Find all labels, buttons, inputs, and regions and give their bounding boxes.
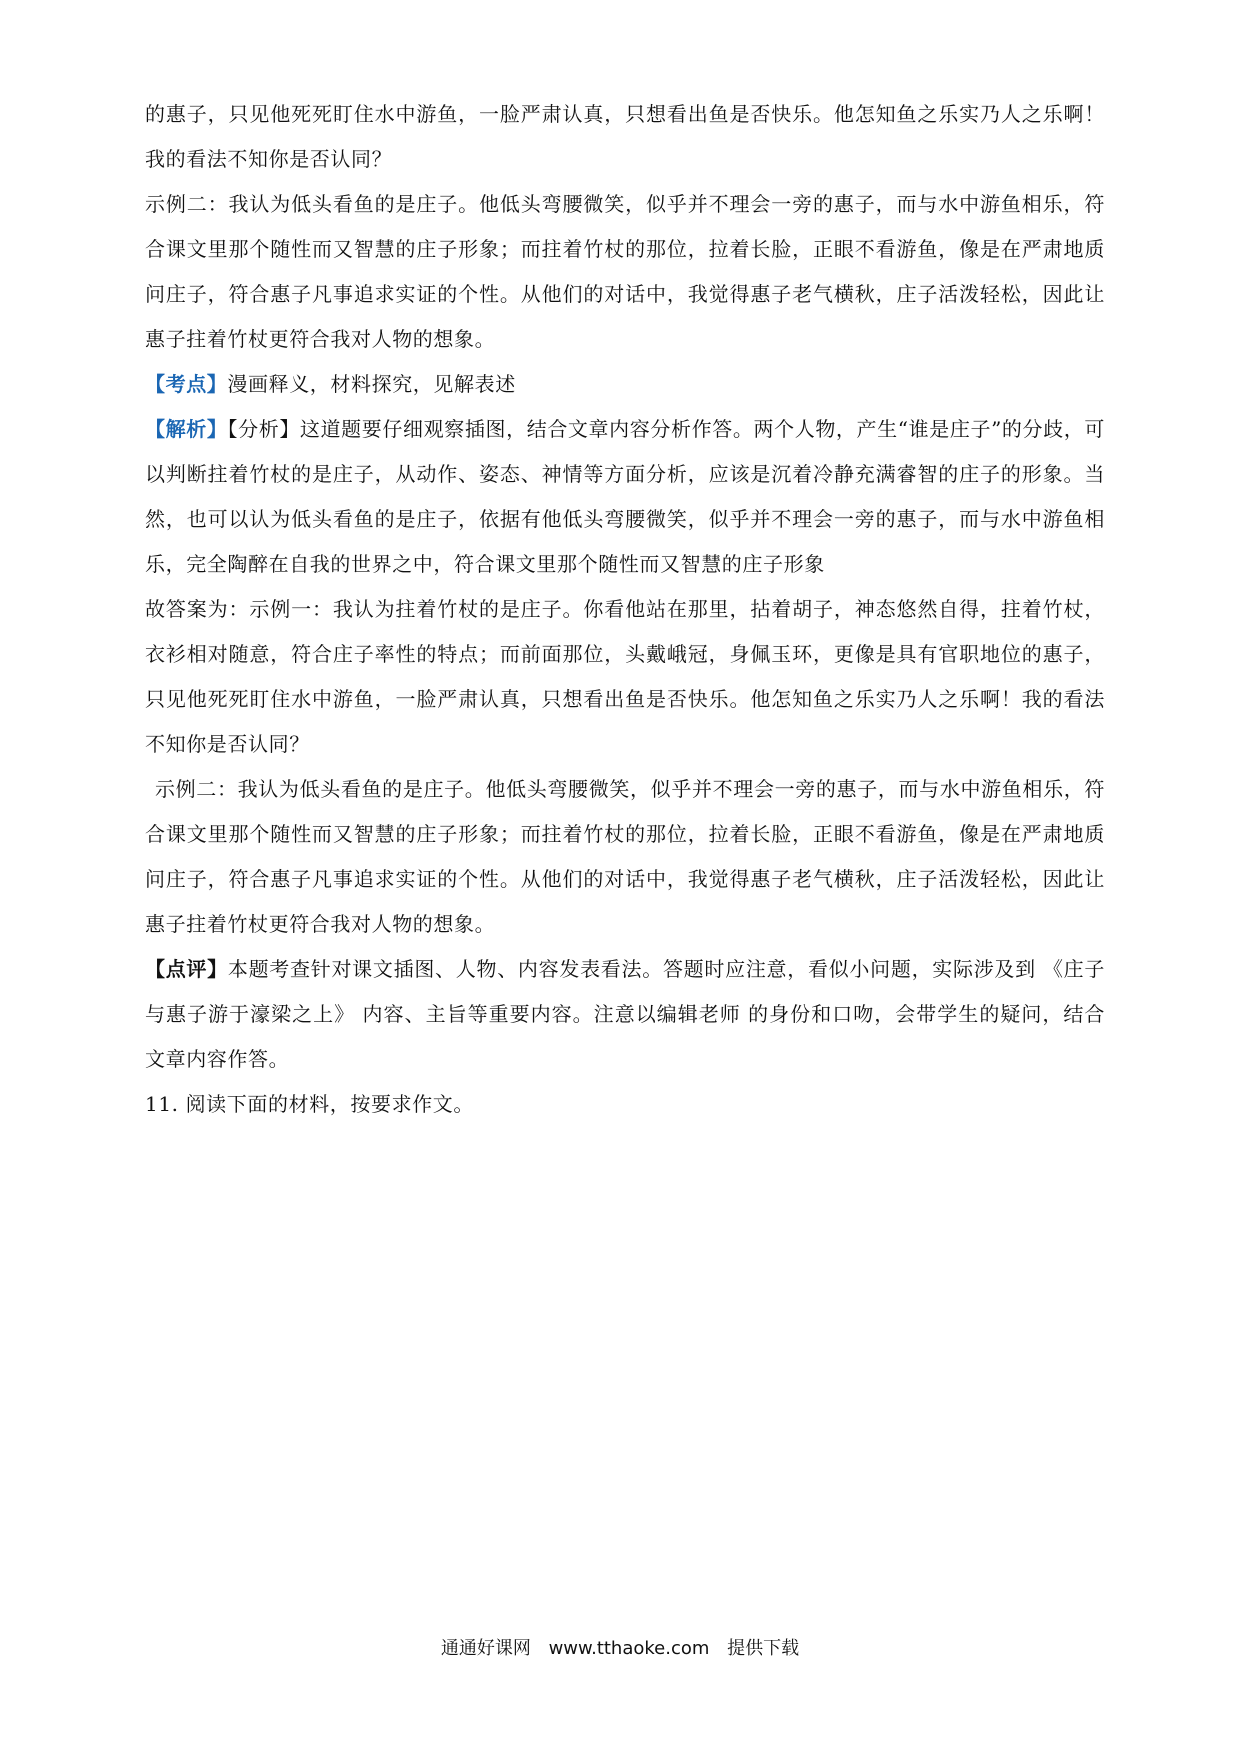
footer-site-name: 通通好课网 (440, 1638, 531, 1659)
paragraph-answer-example-two: 示例二：我认为低头看鱼的是庄子。他低头弯腰微笑，似乎并不理会一旁的惠子，而与水中游鱼相乐，符合课文里那个随性而又智慧的庄子形象；而拄着竹杖的那位，拉着长脸，正眼不看游鱼，像是在严肃地质问庄子，符合惠子凡事追求实证的个性。从他们的对话中，我觉得惠子老气横秋，庄子活泼轻松，因此让惠子拄着竹杖更符合我对人物的想象。 (145, 777, 1105, 936)
jiexi-text: 【分析】这道题要仔细观察插图，结合文章内容分析作答。两个人物，产生“谁是庄子”的分歧，可以判断拄着竹杖的是庄子，从动作、姿态、神情等方面分析，应该是沉着冷静充满睿智的庄子的形象。当然，也可以认为低头看鱼的是庄子，依据有他低头弯腰微笑，似乎并不理会一旁的惠子，而与水中游鱼相乐，完全陶醉在自我的世界之中，符合课文里那个随性而又智慧的庄子形象 (145, 417, 1105, 576)
paragraph-answer: 故答案为：示例一：我认为拄着竹杖的是庄子。你看他站在那里，拈着胡子，神态悠然自得，拄着竹杖，衣衫相对随意，符合庄子率性的特点；而前面那位，头戴峨冠，身佩玉环，更像是具有官职地位的惠子，只见他死死盯住水中游鱼，一脸严肃认真，只想看出鱼是否快乐。他怎知鱼之乐实乃人之乐啊！我的看法不知你是否认同？ (145, 597, 1105, 756)
paragraph-kaodian (145, 362, 1105, 407)
paragraph-continuation: 的惠子，只见他死死盯住水中游鱼，一脸严肃认真，只想看出鱼是否快乐。他怎知鱼之乐实乃人之乐啊！我的看法不知你是否认同？ (145, 102, 1105, 171)
paragraph-jiexi (145, 407, 1105, 587)
question-11: 11. 阅读下面的材料，按要求作文。 (145, 1092, 474, 1116)
dianping-tag: 【点评】 (145, 957, 228, 981)
footer-suffix: 提供下载 (727, 1638, 800, 1659)
page-footer (0, 1634, 1240, 1660)
footer-url[interactable]: www.tthaoke.com (548, 1638, 710, 1659)
document-body (145, 92, 1105, 1127)
kaodian-text: 漫画释义，材料探究，见解表述 (227, 372, 516, 396)
paragraph-example-two: 示例二：我认为低头看鱼的是庄子。他低头弯腰微笑，似乎并不理会一旁的惠子，而与水中游鱼相乐，符合课文里那个随性而又智慧的庄子形象；而拄着竹杖的那位，拉着长脸，正眼不看游鱼，像是在严肃地质问庄子，符合惠子凡事追求实证的个性。从他们的对话中，我觉得惠子老气横秋，庄子活泼轻松，因此让惠子拄着竹杖更符合我对人物的想象。 (145, 192, 1105, 351)
paragraph-dianping (145, 947, 1105, 1082)
kaodian-tag: 【考点】 (145, 372, 228, 396)
dianping-text: 本题考查针对课文插图、人物、内容发表看法。答题时应注意，看似小问题，实际涉及到 《庄子与惠子游于濠梁之上》 内容、主旨等重要内容。注意以编辑老师 的身份和口吻，会带学生的疑问，结合文章内容作答。 (145, 957, 1105, 1071)
jiexi-tag: 【解析】 (145, 417, 228, 441)
